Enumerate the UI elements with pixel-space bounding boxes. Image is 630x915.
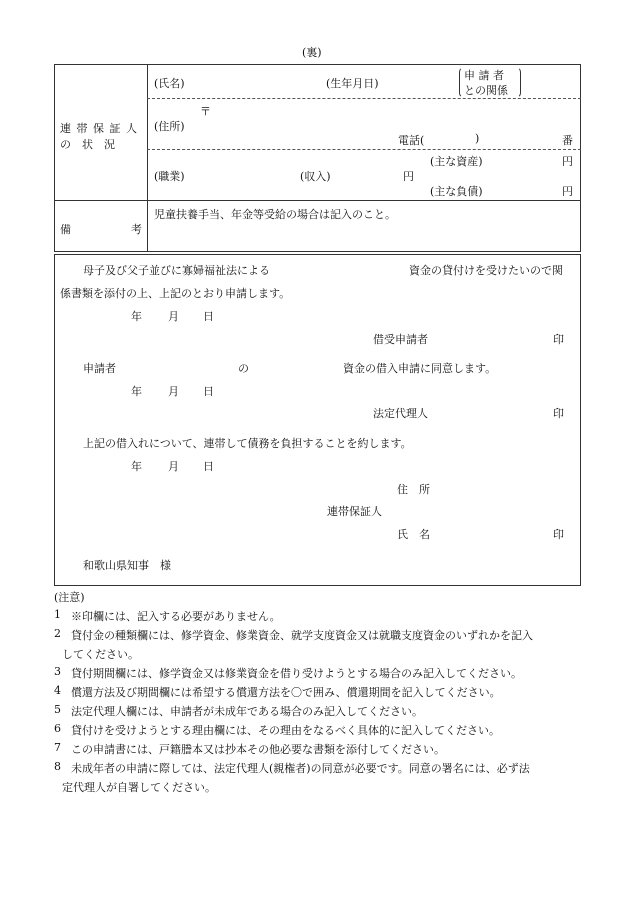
note-number: 1 [54, 608, 61, 621]
table-column-divider [147, 64, 148, 252]
occupation-label: (職業) [154, 170, 185, 183]
birthdate-label: (生年月日) [326, 77, 379, 90]
note-text-continued: してください。 [62, 648, 139, 661]
note-number: 7 [54, 741, 61, 754]
guarantor-section-label-line2: の 状 況 [60, 138, 115, 151]
relation-label-line1: 申 請 者 [464, 69, 504, 82]
date-year: 年 [131, 310, 142, 323]
assets-unit: 円 [562, 155, 573, 168]
consent-applicant-label: 申請者 [83, 362, 116, 375]
notes-title: (注意) [54, 591, 85, 604]
consent-text: 資金の借入申請に同意します。 [343, 362, 497, 375]
date-day: 日 [203, 310, 214, 323]
note-number: 3 [54, 665, 61, 678]
note-text: ※印欄には、記入する必要がありません。 [71, 610, 281, 623]
legal-rep-label: 法定代理人 [373, 407, 428, 420]
note-text: 未成年者の申請に際しては、法定代理人(親権者)の同意が必要です。同意の署名には、必ず法 [71, 762, 530, 775]
name-row-divider [147, 98, 581, 99]
borrower-label: 借受申請者 [373, 333, 428, 346]
address-label: (住所) [154, 120, 185, 133]
note-text-continued: 定代理人が自署してください。 [62, 781, 216, 794]
application-line1-start: 母子及び父子並びに寡婦福祉法による [83, 264, 270, 277]
postal-mark: 〒 [200, 105, 211, 118]
date-year-2: 年 [131, 385, 142, 398]
phone-label: 電話( [398, 134, 425, 147]
borrower-seal: 印 [553, 333, 564, 346]
date-month-3: 月 [168, 460, 179, 473]
legal-rep-seal: 印 [553, 407, 564, 420]
note-number: 4 [54, 684, 61, 697]
guarantor-seal: 印 [553, 528, 564, 541]
consent-no: の [238, 362, 249, 375]
guarantee-text: 上記の借入れについて、連帯して債務を負担することを約します。 [83, 437, 412, 450]
phone-close: ) [475, 132, 480, 145]
application-line1-end: 資金の貸付けを受けたいので関 [409, 264, 563, 277]
remarks-text: 児童扶養手当、年金等受給の場合は記入のこと。 [154, 208, 396, 221]
date-month: 月 [168, 310, 179, 323]
phone-suffix: 番 [562, 134, 573, 147]
note-text: 法定代理人欄には、申請者が未成年である場合のみ記入してください。 [71, 705, 423, 718]
remarks-label-left: 備 [60, 223, 71, 236]
note-number: 5 [54, 703, 61, 716]
governor-addressee: 和歌山県知事 様 [83, 559, 171, 572]
note-number: 2 [54, 627, 61, 640]
name-label: (氏名) [154, 77, 185, 90]
guarantor-label: 連帯保証人 [327, 505, 382, 518]
note-text: 償還方法及び期間欄には希望する償還方法を〇で囲み、償還期間を記入してください。 [71, 686, 501, 699]
guarantor-name-label: 氏 名 [397, 528, 430, 541]
page-side-label: (裏) [302, 46, 322, 59]
note-number: 8 [54, 760, 61, 773]
guarantor-address-label: 住 所 [397, 483, 430, 496]
address-row-divider [147, 149, 581, 150]
date-day-2: 日 [203, 385, 214, 398]
guarantor-section-label: 連 帯 保 証 人 [60, 122, 138, 135]
date-day-3: 日 [203, 460, 214, 473]
note-text: 貸付期間欄には、修学資金又は修業資金を借り受けようとする場合のみ記入してください。 [71, 667, 522, 680]
application-box [54, 254, 581, 586]
application-line2: 係書類を添付の上、上記のとおり申請します。 [60, 287, 291, 300]
date-year-3: 年 [131, 460, 142, 473]
note-text: 貸付金の種類欄には、修学資金、修業資金、就学支度資金又は就職支度資金のいずれかを記入 [71, 629, 533, 642]
note-text: 貸付けを受けようとする理由欄には、その理由をなるべく具体的に記入してください。 [71, 724, 500, 737]
remarks-row-divider [54, 200, 581, 201]
debts-label: (主な負債) [430, 185, 483, 198]
income-unit: 円 [403, 170, 414, 183]
relation-label-line2: との関係 [464, 84, 508, 97]
date-month-2: 月 [168, 385, 179, 398]
assets-label: (主な資産) [430, 155, 483, 168]
income-label: (収入) [300, 170, 331, 183]
debts-unit: 円 [562, 185, 573, 198]
remarks-label-right: 考 [131, 223, 142, 236]
note-text: この申請書には、戸籍謄本又は抄本その他必要な書類を添付してください。 [71, 743, 445, 756]
note-number: 6 [54, 722, 61, 735]
